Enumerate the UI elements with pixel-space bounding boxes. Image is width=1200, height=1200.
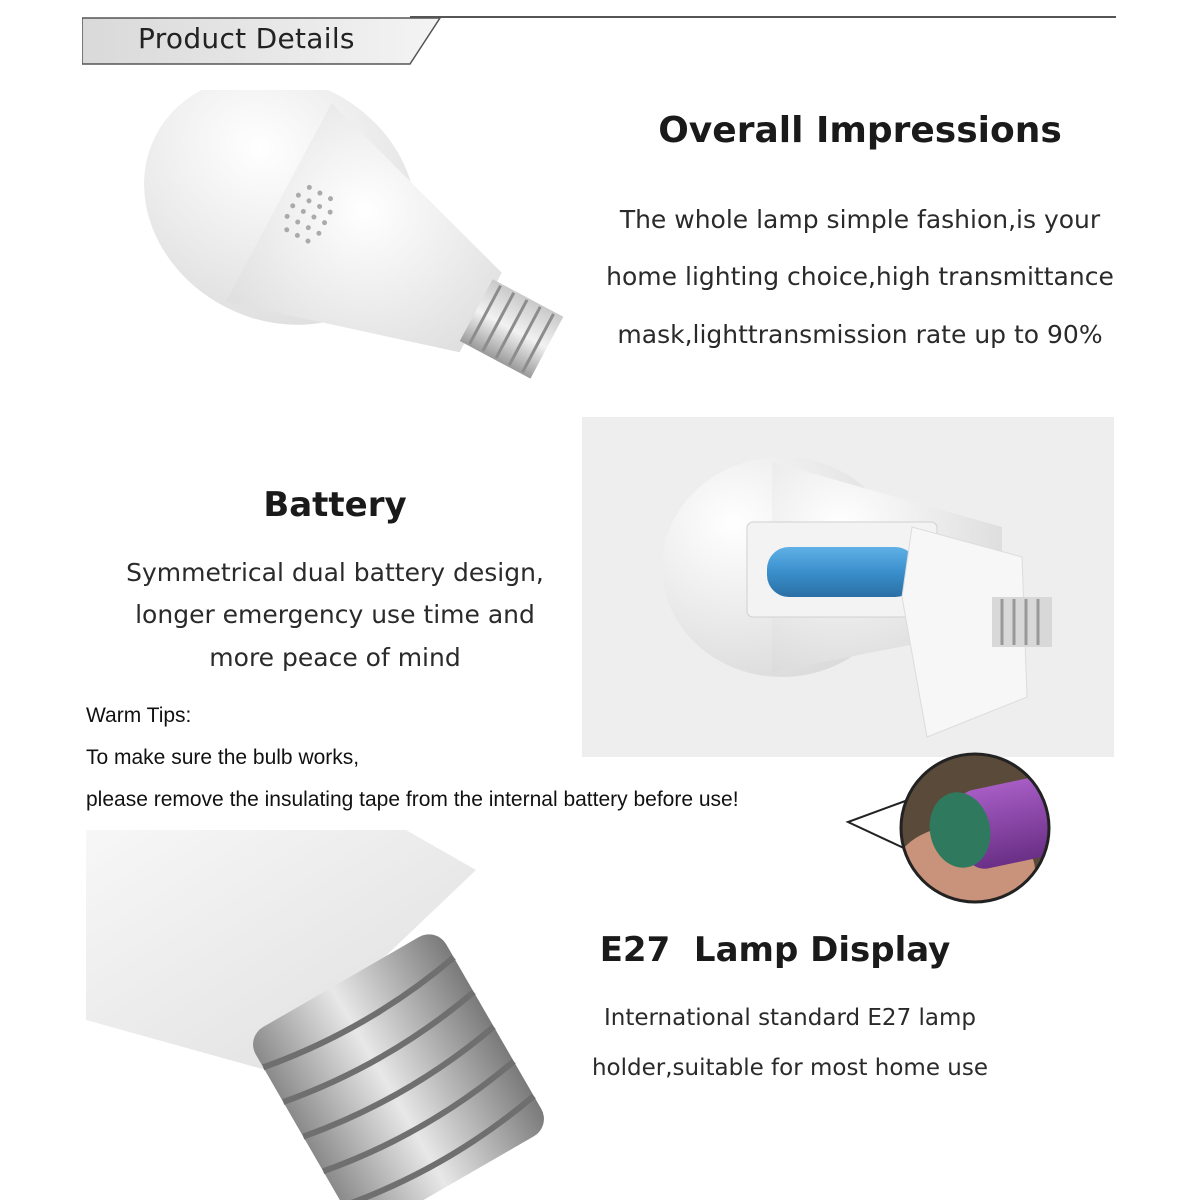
e27-text-line: holder,suitable for most home use bbox=[591, 1055, 989, 1081]
page-title: Product Details bbox=[138, 22, 355, 55]
overall-text-line: The whole lamp simple fashion,is your bbox=[619, 205, 1101, 234]
e27-text-line: International standard E27 lamp bbox=[603, 1005, 977, 1031]
battery-text-line: longer emergency use time and bbox=[135, 600, 535, 629]
e27-base-photo bbox=[86, 830, 586, 1200]
insulating-tape-callout bbox=[840, 750, 1070, 910]
warm-tips-label: Warm Tips: bbox=[86, 704, 192, 727]
battery-text-line: Symmetrical dual battery design, bbox=[126, 558, 544, 587]
e27-lamp-display-title: E27 Lamp Display bbox=[599, 930, 951, 970]
battery-text-line: more peace of mind bbox=[209, 643, 461, 672]
battery-compartment-photo bbox=[582, 417, 1114, 757]
bulb-side-photo bbox=[110, 90, 590, 430]
warm-tips-line: please remove the insulating tape from the internal battery before use! bbox=[86, 788, 739, 811]
header-rule bbox=[410, 16, 1116, 18]
overall-text-line: home lighting choice,high transmittance bbox=[606, 262, 1114, 291]
overall-impressions-title: Overall Impressions bbox=[658, 110, 1062, 151]
battery-title: Battery bbox=[263, 485, 407, 525]
overall-text-line: mask,lighttransmission rate up to 90% bbox=[617, 320, 1103, 349]
warm-tips-line: To make sure the bulb works, bbox=[86, 746, 360, 769]
